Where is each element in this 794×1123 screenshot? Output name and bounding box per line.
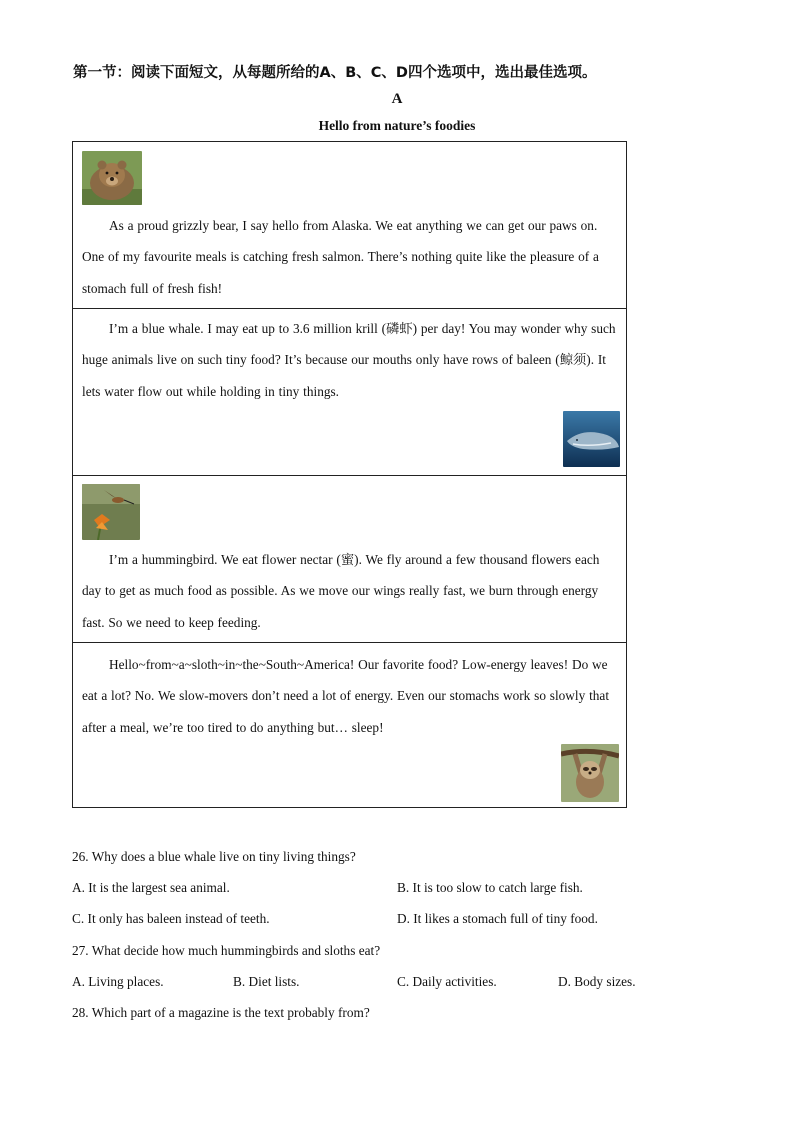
question-27-option-c: C. Daily activities.	[397, 974, 497, 989]
question-26-stem: 26. Why does a blue whale live on tiny living things?	[72, 849, 356, 864]
hummingbird-image	[82, 484, 140, 540]
passage-letter: A	[391, 91, 403, 107]
sloth-text: Hello~from~a~sloth~in~the~South~America! Our favorite food? Low-energy leaves! Do we eat a lot? No. We slow-movers don’t need a lot of energy. Even our stomachs work so slowly that after a meal, we’re too tired to do anything but… sleep!	[82, 657, 610, 735]
question-27-option-b: B. Diet lists.	[233, 974, 300, 989]
question-26-option-b: B. It is too slow to catch large fish.	[397, 880, 583, 895]
passage-title: Hello from nature’s foodies	[318, 118, 476, 133]
question-27-stem: 27. What decide how much hummingbirds and sloths eat?	[72, 943, 381, 958]
hummingbird-text: I’m a hummingbird. We eat flower nectar (蜜). We fly around a few thousand flowers each day to get as much food as possible. As we move our wings really fast, we burn through energy fast. So we need to keep feeding.	[82, 552, 600, 630]
cell-sloth	[73, 643, 626, 808]
section-heading: 第一节：阅读下面短文，从每题所给的A、B、C、D四个选项中，选出最佳选项。	[73, 65, 597, 81]
cell-hummingbird	[73, 476, 626, 643]
question-26-option-c: C. It only has baleen instead of teeth.	[72, 911, 270, 926]
grizzly-bear-image	[82, 151, 142, 205]
grizzly-bear-text: As a proud grizzly bear, I say hello from Alaska. We eat anything we can get our paws on. One of my favourite meals is catching fresh salmon. There’s nothing quite like the pleasure of a stomach full of fresh fish!	[82, 218, 599, 296]
sloth-image	[561, 744, 619, 802]
question-27-option-d: D. Body sizes.	[558, 974, 636, 989]
passage-table	[72, 141, 627, 808]
question-27-option-a: A. Living places.	[72, 974, 164, 989]
blue-whale-image	[563, 411, 620, 467]
question-26-option-a: A. It is the largest sea animal.	[72, 880, 230, 895]
cell-blue-whale	[73, 309, 626, 476]
question-28-stem: 28. Which part of a magazine is the text probably from?	[72, 1005, 370, 1020]
question-26-option-d: D. It likes a stomach full of tiny food.	[397, 911, 598, 926]
cell-grizzly-bear	[73, 142, 626, 309]
blue-whale-text: I’m a blue whale. I may eat up to 3.6 million krill (磷虾) per day! You may wonder why such huge animals live on such tiny food? It’s because our mouths only have rows of baleen (鲸须). It lets water flow out while holding in tiny things.	[82, 321, 616, 399]
